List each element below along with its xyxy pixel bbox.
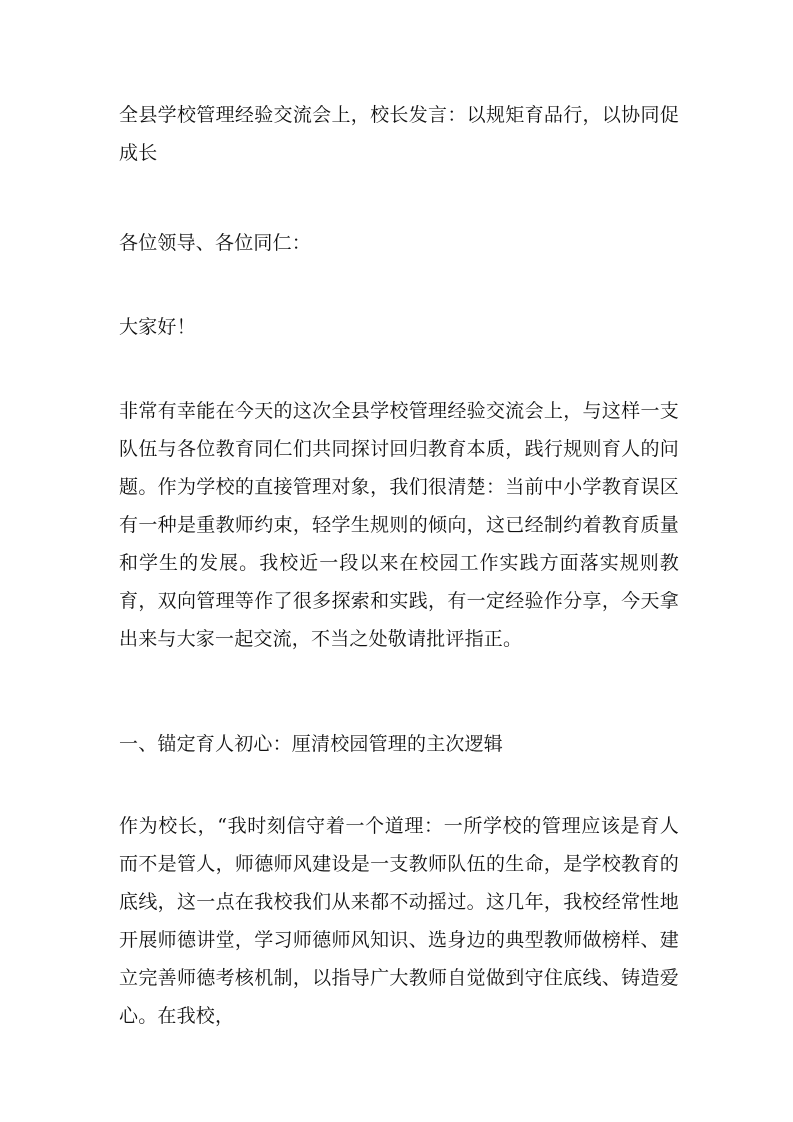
- intro-paragraph: 非常有幸能在今天的这次全县学校管理经验交流会上，与这样一支队伍与各位教育同仁们共同探讨回归教育本质，践行规则育人的问题。作为学校的直接管理对象，我们很清楚：当前中小学教育误区有一种是重教师约束，轻学生规则的倾向，这已经制约着教育质量和学生的发展。我校近一段以来在校园工作实践方面落实规则教育，双向管理等作了很多探索和实践，有一定经验作分享，今天拿出来与大家一起交流，不当之处敬请批评指正。: [119, 400, 679, 650]
- document-title: 全县学校管理经验交流会上，校长发言：以规矩育品行，以协同促成长: [119, 104, 679, 164]
- section-heading-1: 一、锚定育人初心：厘清校园管理的主次逻辑: [119, 733, 504, 755]
- section-1-paragraph: 作为校长，“我时刻信守着一个道理：一所学校的管理应该是育人而不是管人，师德师风建设是一支教师队伍的生命，是学校教育的底线，这一点在我校我们从来都不动摇过。这几年，我校经常性地开展师德讲堂，学习师德师风知识、选身边的典型教师做榜样、建立完善师德考核机制，以指导广大教师自觉做到守住底线、铸造爱心。在我校，: [119, 815, 679, 1027]
- greeting: 大家好！: [119, 316, 196, 338]
- salutation: 各位领导、各位同仁：: [119, 232, 312, 254]
